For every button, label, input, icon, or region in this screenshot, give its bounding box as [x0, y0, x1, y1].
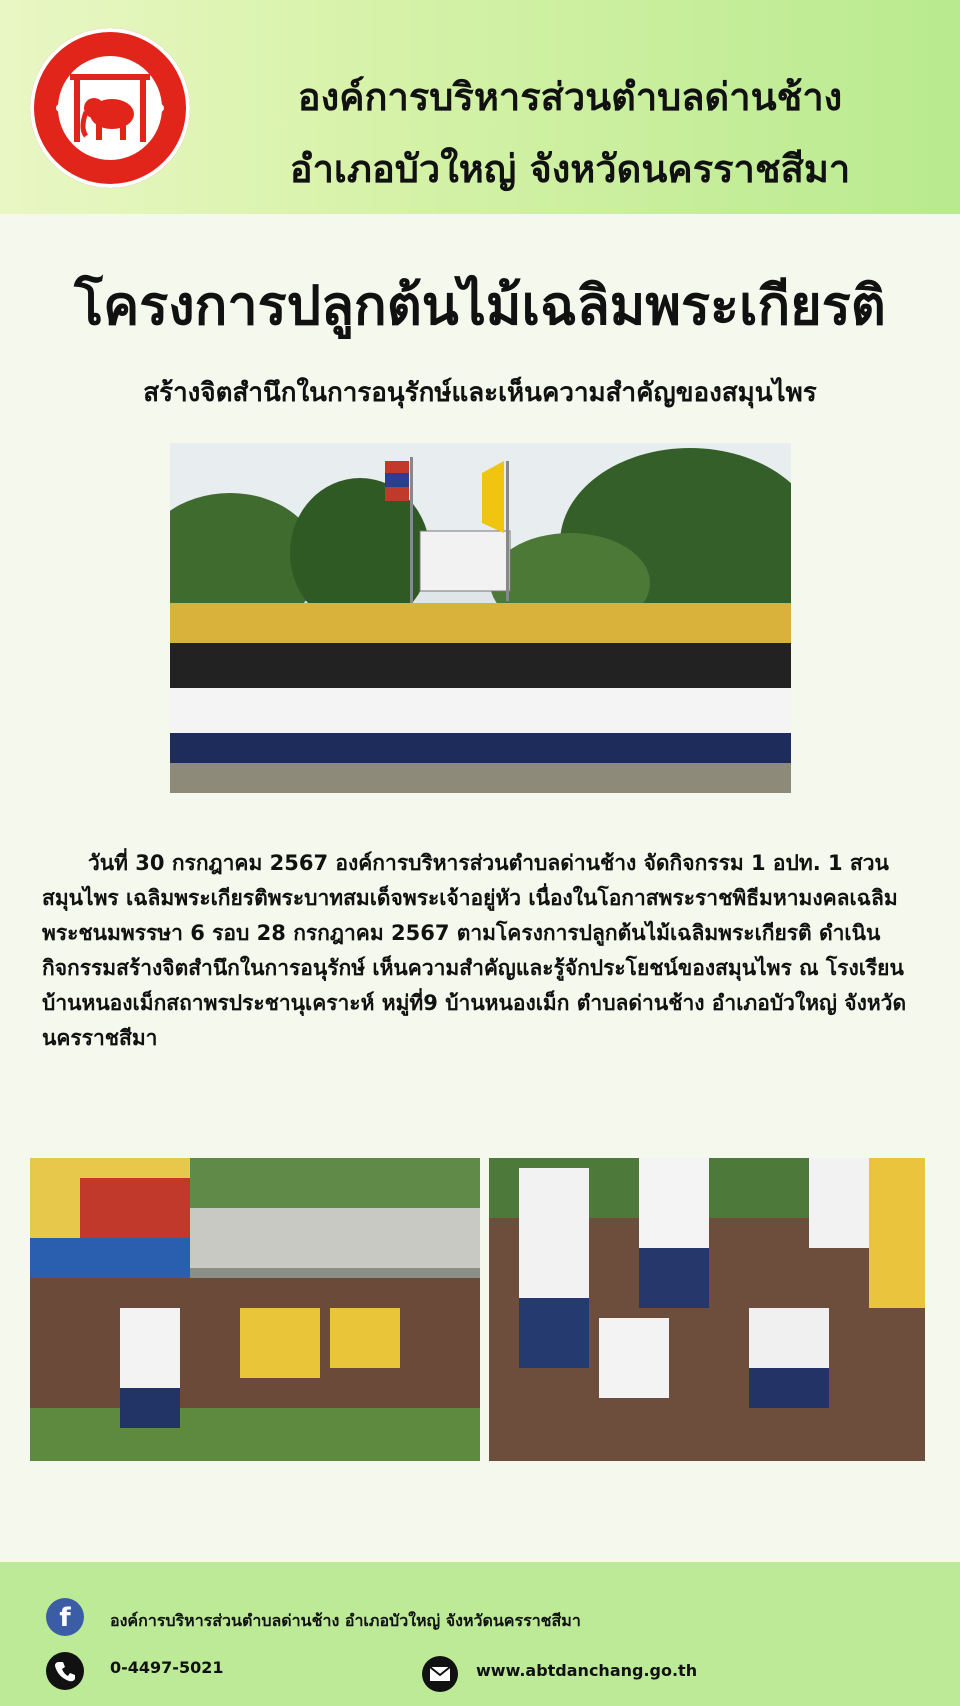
facebook-icon[interactable]: f [46, 1598, 84, 1636]
elephant-seal-icon [30, 28, 190, 188]
header-banner [0, 0, 960, 214]
phone-icon [46, 1652, 84, 1690]
organization-logo [30, 28, 190, 188]
page-title: โครงการปลูกต้นไม้เฉลิมพระเกียรติ [74, 273, 886, 337]
planting-photo-left [30, 1158, 480, 1461]
mail-icon [422, 1656, 458, 1692]
group-photo [170, 443, 791, 793]
header-title-line2: อำเภอบัวใหญ่ จังหวัดนครราชสีมา [289, 147, 851, 191]
header-title-line1: องค์การบริหารส่วนตำบลด่านช้าง [297, 75, 843, 119]
website-link[interactable]: www.abtdanchang.go.th [476, 1661, 698, 1680]
article-body: วันที่ 30 กรกฎาคม 2567 องค์การบริหารส่วนตำบลด่านช้าง จัดกิจกรรม 1 อปท. 1 สวนสมุนไพร เฉลิมพระเกียรติพระบาทสมเด็จพระเจ้าอยู่หัว เนื่องในโอกาสพระราชพิธีมหามงคลเฉลิมพระชนมพรรษา 6 รอบ 28 กรกฎาคม 2567 ตามโครงการปลูกต้นไม้เฉลิมพระเกียรติ ดำเนินกิจกรรมสร้างจิตสำนึกในการอนุรักษ์ เห็นความสำคัญและรู้จักประโยชน์ของสมุนไพร ณ โรงเรียนบ้านหนองเม็กสถาพรประชานุเคราะห์ หมู่ที่9 บ้านหนองเม็ก ตำบลด่านช้าง อำเภอบัวใหญ่ จังหวัดนครราชสีมา [42, 851, 907, 1050]
footer [0, 1562, 960, 1706]
phone-number[interactable]: 0-4497-5021 [110, 1658, 224, 1677]
facebook-page-link[interactable]: องค์การบริหารส่วนตำบลด่านช้าง อำเภอบัวใหญ่ จังหวัดนครราชสีมา [110, 1611, 581, 1630]
page-subtitle: สร้างจิตสำนึกในการอนุรักษ์และเห็นความสำคัญของสมุนไพร [143, 378, 817, 408]
planting-photo-right [489, 1158, 925, 1461]
